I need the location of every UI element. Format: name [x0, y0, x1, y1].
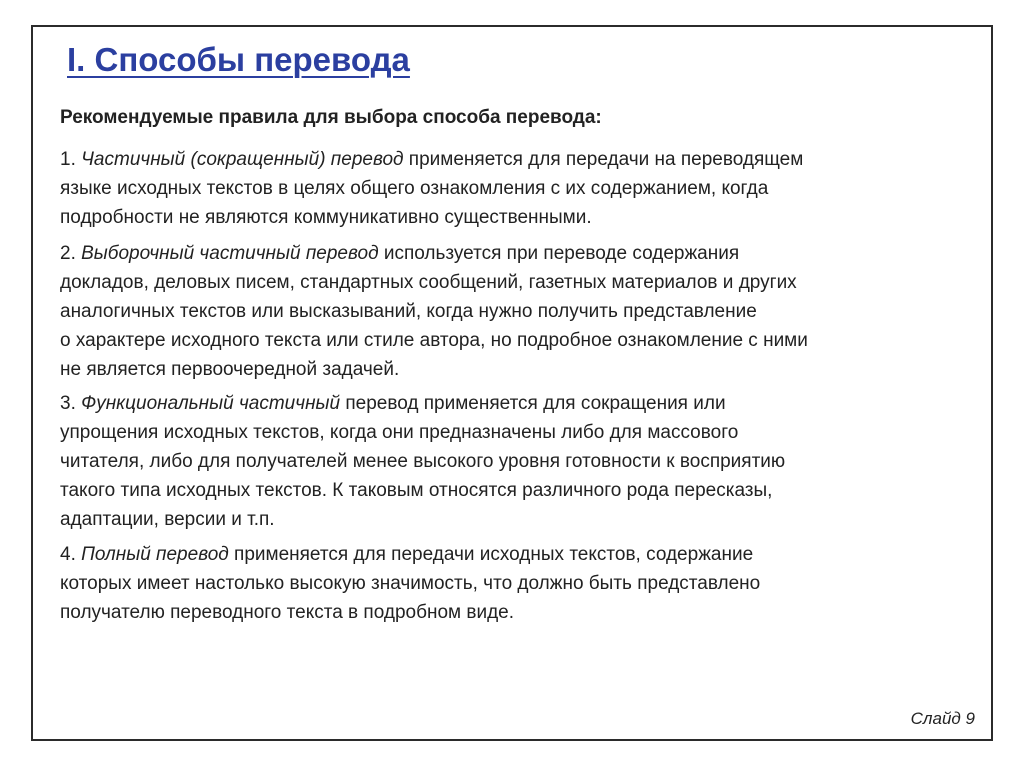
- slide-frame: [31, 25, 993, 741]
- paragraph-line: о характере исходного текста или стиле автора, но подробное ознакомление с ними: [60, 330, 808, 351]
- rule-paragraph-3: [60, 389, 980, 534]
- paragraph-text: применяется для передачи на переводящем: [403, 149, 804, 170]
- paragraph-line: читателя, либо для получателей менее высокого уровня готовности к восприятию: [60, 451, 786, 472]
- paragraph-line: такого типа исходных текстов. К таковым относятся различного рода пересказы,: [60, 480, 773, 501]
- paragraph-line: [60, 540, 980, 569]
- paragraph-text: перевод применяется для сокращения или: [340, 393, 726, 414]
- rule-paragraph-1: [60, 145, 980, 232]
- item-number: 3.: [60, 393, 82, 414]
- item-number: 2.: [60, 243, 82, 264]
- rule-paragraph-2: [60, 239, 980, 384]
- slide-number: Слайд 9: [910, 709, 975, 728]
- method-term: Функциональный частичный: [81, 393, 341, 414]
- method-term: Частичный (сокращенный) перевод: [81, 149, 404, 170]
- slide-title: I. Способы перевода: [67, 41, 410, 78]
- method-term: Выборочный частичный перевод: [81, 243, 379, 264]
- item-number: 4.: [60, 544, 82, 565]
- paragraph-line: подробности не являются коммуникативно существенными.: [60, 207, 592, 228]
- paragraph-line: которых имеет настолько высокую значимость, что должно быть представлено: [60, 573, 761, 594]
- item-number: 1.: [60, 149, 82, 170]
- paragraph-line: [60, 145, 980, 174]
- paragraph-line: докладов, деловых писем, стандартных сообщений, газетных материалов и других: [60, 272, 797, 293]
- paragraph-line: языке исходных текстов в целях общего ознакомления с их содержанием, когда: [60, 178, 769, 199]
- paragraph-line: адаптации, версии и т.п.: [60, 509, 275, 530]
- paragraph-line: [60, 239, 980, 268]
- slide-subtitle: Рекомендуемые правила для выбора способа перевода:: [60, 107, 602, 128]
- rule-paragraph-4: [60, 540, 980, 627]
- paragraph-line: [60, 389, 980, 418]
- paragraph-line: не является первоочередной задачей.: [60, 359, 400, 380]
- paragraph-line: получателю переводного текста в подробном виде.: [60, 602, 515, 623]
- paragraph-text: применяется для передачи исходных текстов, содержание: [228, 544, 754, 565]
- paragraph-line: аналогичных текстов или высказываний, когда нужно получить представление: [60, 301, 757, 322]
- paragraph-text: используется при переводе содержания: [378, 243, 740, 264]
- paragraph-line: упрощения исходных текстов, когда они предназначены либо для массового: [60, 422, 739, 443]
- method-term: Полный перевод: [81, 544, 229, 565]
